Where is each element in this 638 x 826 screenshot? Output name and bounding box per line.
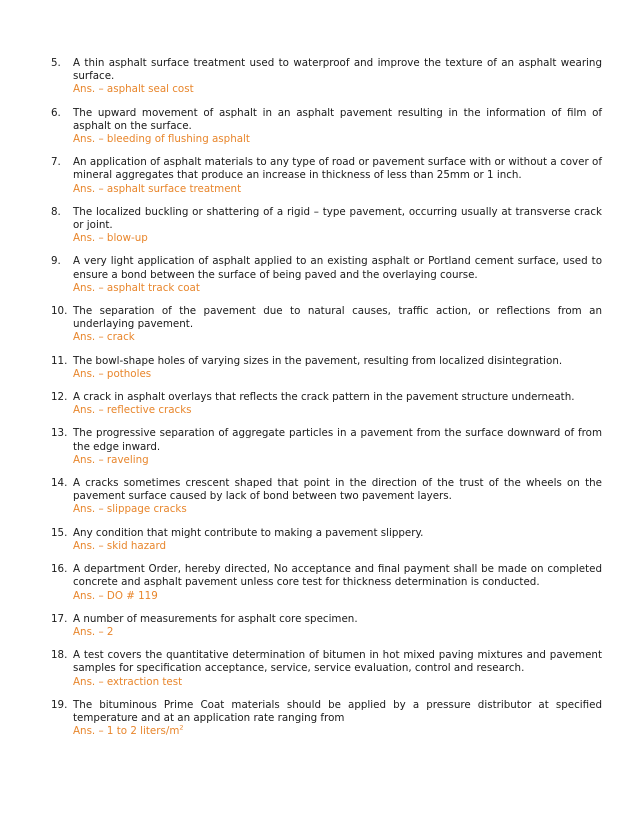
question-text: The upward movement of asphalt in an asphalt pavement resulting in the information of film of asphalt on the surface.	[73, 106, 602, 132]
question-number: 5.	[51, 57, 61, 69]
answer-text: Ans. – DO # 119	[73, 589, 158, 602]
question-text: A number of measurements for asphalt core specimen.	[73, 612, 358, 625]
question-number: 15.	[51, 526, 68, 539]
question-item-6	[51, 107, 602, 147]
question-text: A department Order, hereby directed, No acceptance and final payment shall be made on completed concrete and asphalt pavement unless core test for thickness determination is conducted.	[73, 563, 602, 589]
question-item-19	[51, 699, 602, 739]
question-text: The bituminous Prime Coat materials should be applied by a pressure distributor at specified temperature and at an application rate ranging from	[73, 698, 602, 724]
question-item-9	[51, 255, 602, 295]
answer-text: Ans. – extraction test	[73, 675, 183, 688]
answer-text: Ans. – skid hazard	[73, 539, 167, 552]
answer-text: Ans. – bleeding of flushing asphalt	[73, 133, 250, 146]
answer-superscript: 2	[179, 723, 184, 732]
question-item-13	[51, 427, 602, 467]
question-item-17	[51, 613, 602, 639]
answer-text: Ans. – asphalt seal cost	[73, 83, 194, 96]
question-number: 14.	[51, 477, 68, 490]
answer-text	[73, 725, 602, 738]
question-text: The progressive separation of aggregate particles in a pavement from the surface downward of from the edge inward.	[73, 427, 602, 453]
question-list	[51, 57, 602, 748]
question-item-7	[51, 156, 602, 196]
question-text: The localized buckling or shattering of a rigid – type pavement, occurring usually at transverse crack or joint.	[73, 205, 602, 232]
answer-text: Ans. – crack	[73, 331, 135, 344]
question-text: A test covers the quantitative determination of bitumen in hot mixed paving mixtures and pavement samples for specification acceptance, service, service evaluation, control and research.	[73, 649, 602, 675]
question-number: 19.	[51, 698, 68, 711]
question-number: 13.	[51, 427, 68, 440]
question-number: 9.	[51, 255, 61, 268]
question-number: 11.	[51, 354, 68, 367]
question-item-11	[51, 355, 602, 381]
answer-value: Ans. – 1 to 2 liters/m	[73, 725, 180, 738]
question-text: Any condition that might contribute to making a pavement slippery.	[73, 526, 424, 539]
question-number: 17.	[51, 612, 68, 625]
question-number: 12.	[51, 391, 68, 404]
question-number: 18.	[51, 649, 68, 662]
question-number: 10.	[51, 305, 68, 318]
answer-text: Ans. – asphalt track coat	[73, 281, 200, 294]
question-item-5	[51, 57, 602, 97]
question-number: 8.	[51, 205, 61, 218]
answer-text: Ans. – raveling	[73, 453, 149, 466]
question-text: A thin asphalt surface treatment used to waterproof and improve the texture of an asphalt wearing surface.	[73, 57, 602, 83]
question-number: 7.	[51, 156, 61, 169]
answer-text: Ans. – slippage cracks	[73, 503, 187, 516]
question-item-16	[51, 563, 602, 603]
question-item-8	[51, 206, 602, 246]
answer-text: Ans. – reflective cracks	[73, 404, 192, 417]
question-number: 16.	[51, 563, 68, 576]
question-number: 6.	[51, 106, 61, 119]
question-text: The separation of the pavement due to natural causes, traffic action, or reflections from an underlaying pavement.	[73, 305, 602, 331]
question-item-18	[51, 649, 602, 689]
answer-text: Ans. – asphalt surface treatment	[73, 182, 242, 195]
question-item-10	[51, 305, 602, 345]
question-text: A cracks sometimes crescent shaped that point in the direction of the trust of the wheels on the pavement surface caused by lack of bond between two pavement layers.	[73, 477, 602, 503]
question-text: A crack in asphalt overlays that reflects the crack pattern in the pavement structure underneath.	[73, 391, 575, 404]
question-item-12	[51, 391, 602, 417]
question-text: The bowl-shape holes of varying sizes in the pavement, resulting from localized disintegration.	[73, 354, 563, 367]
answer-text: Ans. – 2	[73, 625, 114, 638]
question-text: An application of asphalt materials to any type of road or pavement surface with or without a cover of mineral aggregates that produce an increase in thickness of less than 25mm or 1 inch.	[73, 156, 602, 182]
question-item-15	[51, 527, 602, 553]
answer-text: Ans. – blow-up	[73, 232, 148, 245]
question-text: A very light application of asphalt applied to an existing asphalt or Portland cement surface, used to ensure a bond between the surface of being paved and the overlaying course.	[73, 255, 602, 281]
question-item-14	[51, 477, 602, 517]
answer-text: Ans. – potholes	[73, 367, 152, 380]
